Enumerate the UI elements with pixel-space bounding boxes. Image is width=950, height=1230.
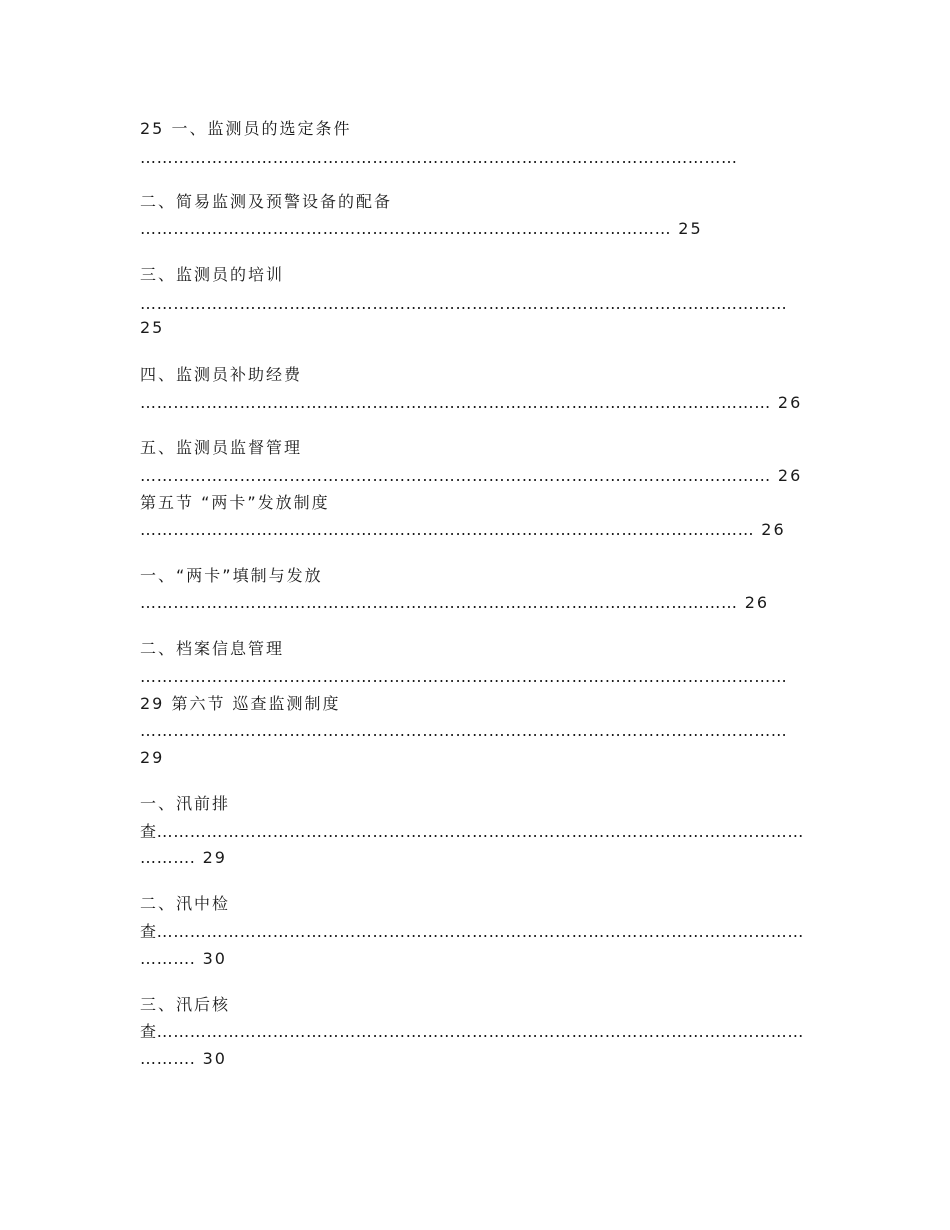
toc-page-number: 26: [770, 393, 803, 412]
toc-entry-text: 五、监测员监督管理: [140, 438, 303, 457]
toc-leader-dots: ……………………………………………………………………………………………………: [140, 466, 771, 485]
toc-entry-text: 25 一、监测员的选定条件: [140, 119, 352, 138]
toc-entry-text: 一、“两卡”填制与发放: [140, 566, 323, 585]
toc-page-number: 29: [195, 848, 227, 867]
toc-entry-text: 三、监测员的培训: [140, 265, 285, 284]
toc-leader-dots: ………………………………………………………………………………………………………: [140, 294, 788, 313]
toc-leader-dots: ……….: [140, 949, 196, 968]
toc-leader-dots: 查………………………………………………………………………………………………………: [140, 822, 804, 841]
toc-entry-text: 四、监测员补助经费: [140, 365, 303, 384]
toc-entry-text: 二、汛中检: [140, 894, 231, 913]
toc-leader-dots: 查………………………………………………………………………………………………………: [140, 922, 804, 941]
toc-leader-dots: ………………………………………………………………………………………………: [140, 148, 738, 167]
toc-leader-line: [140, 593, 769, 613]
toc-entry-text: 二、简易监测及预警设备的配备: [140, 192, 393, 211]
toc-entry-text: 29 第六节 巡查监测制度: [140, 694, 341, 713]
toc-leader-dots: ……….: [140, 1049, 196, 1068]
toc-page-number: 30: [195, 1049, 227, 1068]
toc-page-number: 29: [140, 748, 165, 767]
toc-page-number: 25: [140, 318, 165, 337]
toc-page-number: 26: [737, 593, 770, 612]
toc-leader-line: [140, 949, 227, 969]
toc-page-number: 25: [671, 219, 703, 238]
toc-leader-line: [140, 1049, 227, 1069]
toc-leader-dots: …………………………………………………………………………………………………: [140, 520, 755, 539]
toc-entry-text: 三、汛后核: [140, 995, 231, 1014]
toc-leader-line: [140, 848, 227, 868]
toc-leader-line: [140, 393, 802, 413]
toc-leader-dots: ………………………………………………………………………………………………: [140, 593, 738, 612]
toc-leader-dots: ……….: [140, 848, 196, 867]
toc-entry-text: 一、汛前排: [140, 794, 231, 813]
toc-leader-dots: 查………………………………………………………………………………………………………: [140, 1022, 804, 1041]
toc-leader-line: [140, 466, 802, 486]
toc-page-number: 30: [195, 949, 227, 968]
toc-entry-text: 二、档案信息管理: [140, 639, 285, 658]
toc-leader-dots: ………………………………………………………………………………………………………: [140, 667, 788, 686]
toc-page-number: 26: [770, 466, 803, 485]
toc-leader-dots: ………………………………………………………………………………………………………: [140, 721, 788, 740]
toc-leader-dots: ……………………………………………………………………………………: [140, 219, 672, 238]
toc-entry-text: 第五节 “两卡”发放制度: [140, 493, 330, 512]
toc-leader-line: [140, 219, 703, 239]
toc-leader-line: [140, 520, 786, 540]
toc-page-number: 26: [754, 520, 786, 539]
toc-leader-dots: ……………………………………………………………………………………………………: [140, 393, 771, 412]
